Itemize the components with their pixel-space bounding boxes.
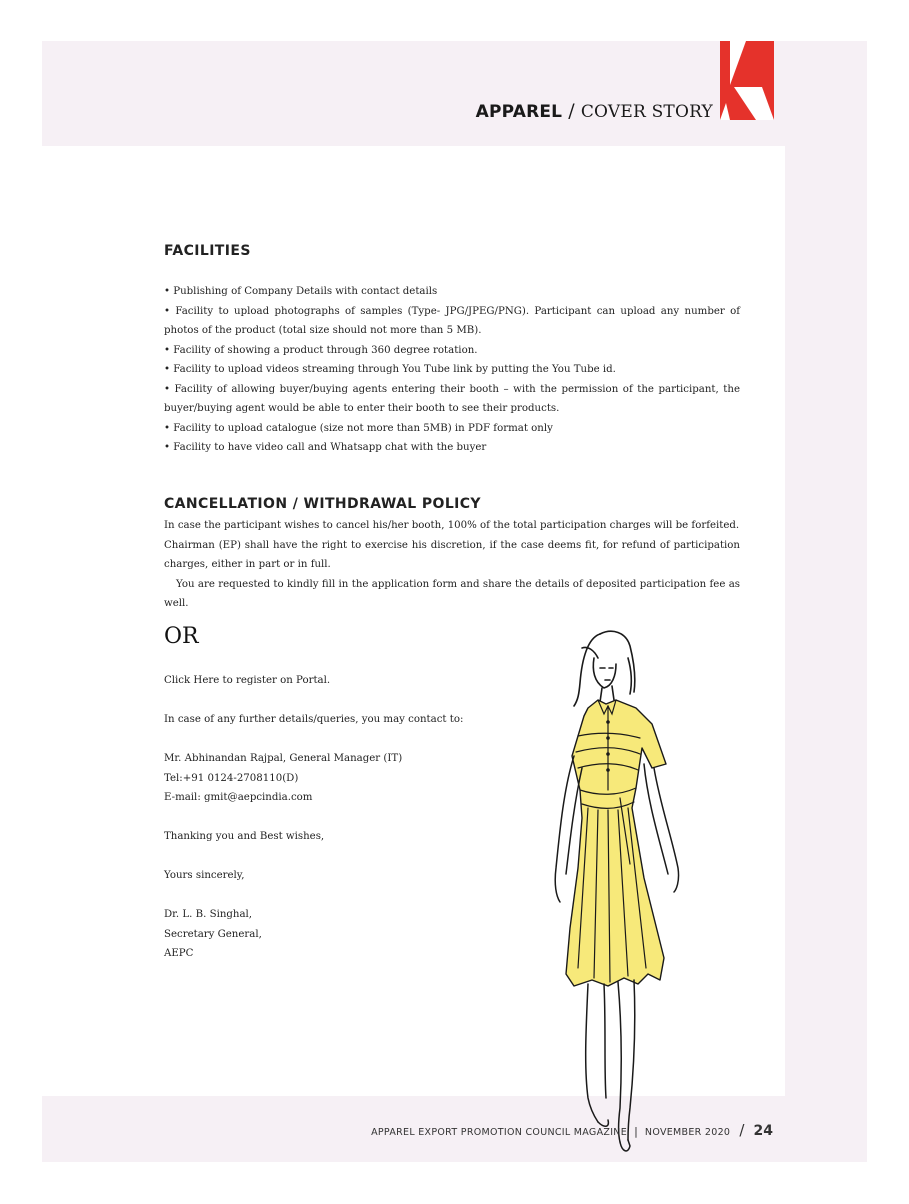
header-separator: / xyxy=(568,100,575,122)
cancellation-paragraph: You are requested to kindly fill in the application form and share the details of deposited participation fee as well. xyxy=(164,578,740,609)
footer-magazine: APPAREL EXPORT PROMOTION COUNCIL MAGAZINE xyxy=(371,1127,628,1138)
contact-tel: Tel:+91 0124-2708110(D) xyxy=(164,772,299,784)
aepc-a-logo-icon xyxy=(720,41,774,120)
cancellation-heading: CANCELLATION / WITHDRAWAL POLICY xyxy=(164,496,481,512)
footer-slash: / xyxy=(739,1121,745,1139)
page-number: 24 xyxy=(753,1123,773,1139)
list-item: • Facility to upload catalogue (size not more than 5MB) in PDF format only xyxy=(164,422,553,434)
list-item: • Facility to upload photographs of samples (Type- JPG/JPEG/PNG). Participant can upload any number of photos of the product (total size should not more than 5 MB). xyxy=(164,305,740,336)
contact-intro: In case of any further details/queries, you may contact to: xyxy=(164,714,464,725)
footer-issue: NOVEMBER 2020 xyxy=(644,1127,731,1138)
contact-name: Mr. Abhinandan Rajpal, General Manager (IT) xyxy=(164,753,403,764)
list-item: • Facility of showing a product through 360 degree rotation. xyxy=(164,344,478,356)
header-story: COVER STORY xyxy=(580,102,713,122)
facilities-list xyxy=(164,282,740,458)
facilities-heading: FACILITIES xyxy=(164,243,251,259)
signatory-name: Dr. L. B. Singhal, xyxy=(164,909,253,920)
page-header xyxy=(476,100,713,122)
closing-line: Yours sincerely, xyxy=(164,870,245,881)
contact-letter xyxy=(164,671,524,964)
thanks-line: Thanking you and Best wishes, xyxy=(164,831,325,842)
register-link[interactable]: Click Here to register on Portal. xyxy=(164,675,331,686)
signatory-org: AEPC xyxy=(164,948,194,959)
header-section: APPAREL xyxy=(475,102,563,122)
cancellation-paragraph: In case the participant wishes to cancel his/her booth, 100% of the total participation charges will be forfeited. xyxy=(164,520,740,531)
cancellation-paragraph: Chairman (EP) shall have the right to exercise his discretion, if the case deems fit, for refund of participation charges, either in part or in full. xyxy=(164,539,740,570)
cancellation-text xyxy=(164,516,740,614)
list-item: • Facility to have video call and Whatsapp chat with the buyer xyxy=(164,442,487,453)
list-item: • Facility of allowing buyer/buying agents entering their booth – with the permission of the participant, the buyer/buying agent would be able to enter their booth to see their products. xyxy=(164,383,740,414)
list-item: • Facility to upload videos streaming through You Tube link by putting the You Tube id. xyxy=(164,364,616,375)
footer-divider: | xyxy=(634,1125,638,1138)
or-divider-text: OR xyxy=(164,624,199,649)
contact-email[interactable]: E-mail: gmit@aepcindia.com xyxy=(164,792,313,803)
page-footer xyxy=(371,1120,773,1139)
signatory-title: Secretary General, xyxy=(164,928,262,940)
fashion-sketch-yellow-dress-icon xyxy=(548,628,698,1168)
list-item: • Publishing of Company Details with contact details xyxy=(164,286,438,297)
